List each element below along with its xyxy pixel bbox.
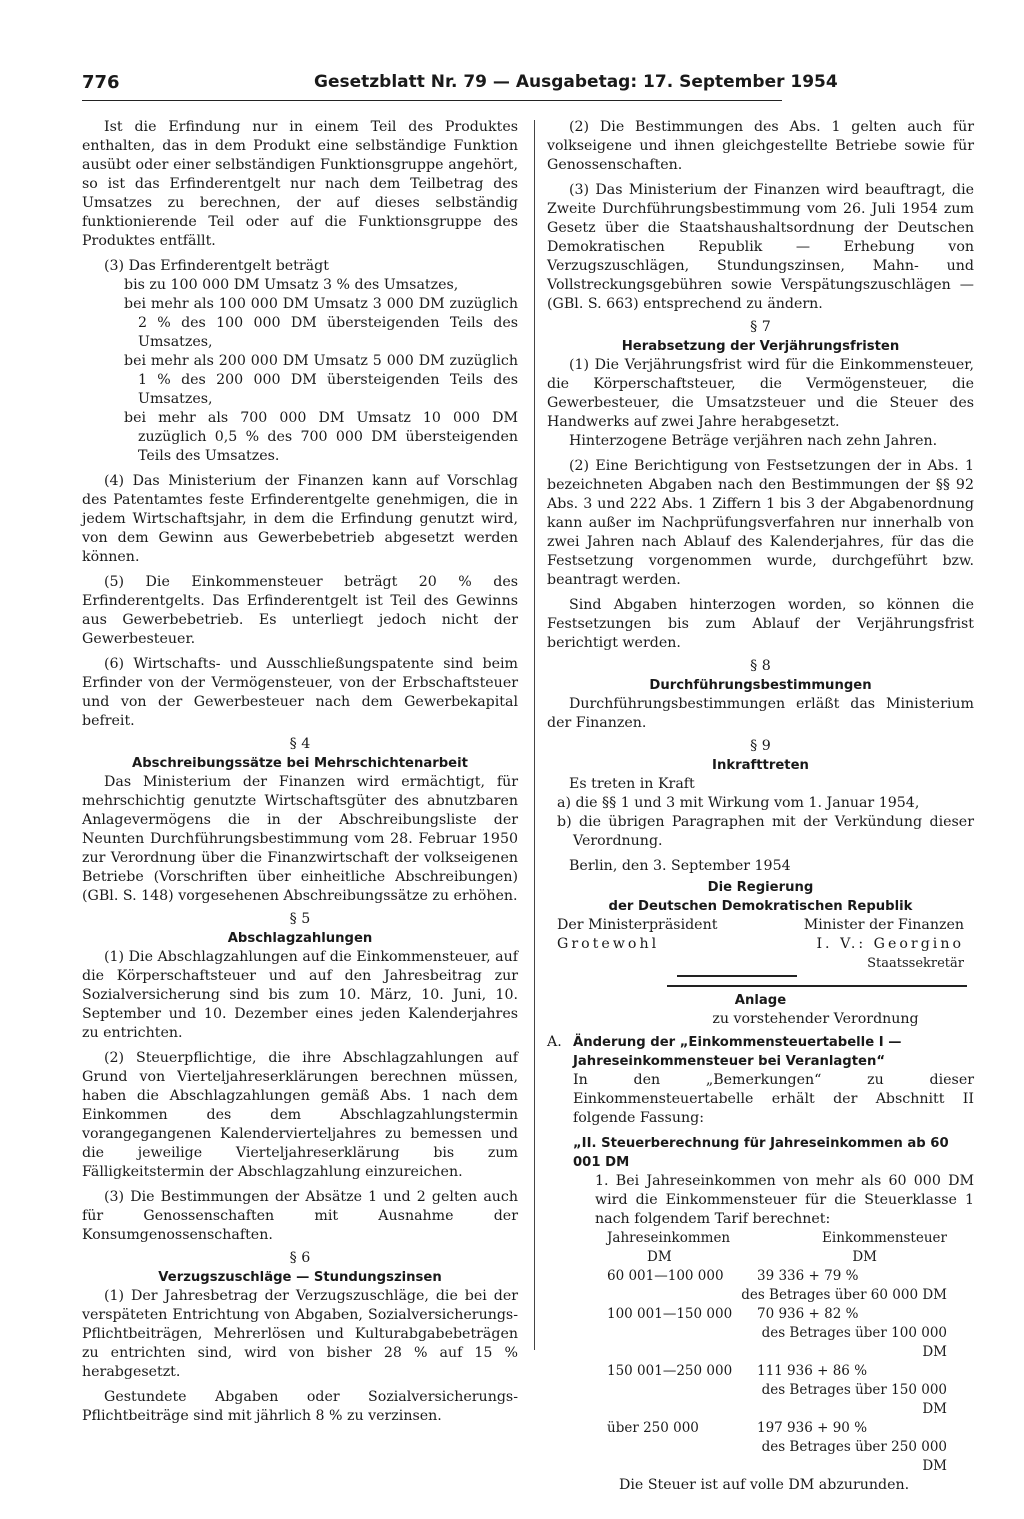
place-date: Berlin, den 3. September 1954 (569, 858, 791, 874)
annex-section-title: Änderung der „Einkommensteuertabelle I — Jahreseinkommensteuer bei Veranlagten“ (573, 1035, 902, 1069)
list-item: a) die §§ 1 und 3 mit Wirkung vom 1. Januar 1954, (557, 795, 920, 811)
section-number: § 8 (750, 658, 771, 674)
income-range: 150 001—250 000 (607, 1363, 733, 1379)
page-number: 776 (82, 72, 120, 93)
section-number: § 6 (289, 1250, 311, 1266)
table-row (607, 1286, 947, 1305)
table-row (607, 1438, 947, 1476)
left-column (82, 118, 518, 1426)
tax-note: des Betrages über 250 000 DM (761, 1439, 947, 1474)
paragraph: In den „Bemerkungen“ zu dieser Einkommensteuertabelle erhält der Abschnitt II folgende Fassung: (573, 1072, 974, 1126)
income-range: über 250 000 (607, 1420, 699, 1436)
signer-name: Grotewohl (557, 936, 660, 952)
signature-row (547, 954, 974, 973)
paragraph: Das Ministerium der Finanzen wird ermächtigt, für mehrschichtig genutzte Wirtschaftsgüter des abnutzbaren Anlagevermögens die in der Abschreibungsliste der Neunten Durchführungsbestimmung vom 28. Februar 1950 zur Verordnung über die Finanzwirtschaft der volkseigenen Betriebe (Vorschriften über einheitliche Abschreibungen) (GBl. S. 148) vorgesehenen Abschreibungssätze zu erhöhen. (82, 774, 518, 904)
table-row (607, 1267, 947, 1286)
income-range: 60 001—100 000 (607, 1268, 724, 1284)
paragraph: (2) Die Bestimmungen des Abs. 1 gelten auch für volkseigene und ihnen gleichgestellte Betriebe sowie für Genossenschaften. (547, 119, 974, 173)
paragraph: Es treten in Kraft (569, 776, 695, 792)
income-range: 100 001—150 000 (607, 1306, 733, 1322)
tax-formula: 197 936 + 90 % (757, 1420, 868, 1436)
tax-note: des Betrages über 150 000 DM (761, 1382, 947, 1417)
table-row (607, 1362, 947, 1381)
signature-row (547, 935, 974, 954)
section-number: § 9 (750, 738, 771, 754)
running-title: Gesetzblatt Nr. 79 — Ausgabetag: 17. September 1954 (314, 72, 838, 92)
subsection-title: „II. Steuerberechnung für Jahreseinkommen ab 60 001 DM (573, 1136, 949, 1170)
paragraph: (1) Der Jahresbetrag der Verzugszuschläge, die bei der verspäteten Entrichtung von Abgaben, Sozialversicherungs-Pflichtbeiträgen, Mehrerlösen und Kulturabgabebeträgen zu entrichten sind, wird von bisher 28 % auf 15 % herabgesetzt. (82, 1288, 518, 1380)
table-row (607, 1324, 947, 1362)
signer-title: Minister der Finanzen (803, 917, 964, 933)
paragraph: Ist die Erfindung nur in einem Teil des Produktes enthalten, das in dem Produkt eine selbständige Funktion ausübt oder einer selbständigen Funktionsgruppe angehört, so ist das Erfinderentgelt nur nach dem Teilbetrag des Umsatzes zu berechnen, der auf dieses selbständig funktionierende Teil oder auf die Funktionsgruppe des Produktes entfällt. (82, 119, 518, 249)
column-header: Jahreseinkommen (607, 1230, 731, 1246)
paragraph: 1. Bei Jahreseinkommen von mehr als 60 000 DM wird die Einkommensteuer für die Steuerklasse 1 nach folgendem Tarif berechnet: (595, 1173, 974, 1227)
section-title: Durchführungsbestimmungen (649, 678, 872, 693)
column-header: Einkommensteuer (822, 1230, 947, 1246)
tax-table (607, 1229, 947, 1476)
tax-note: des Betrages über 60 000 DM (741, 1287, 947, 1303)
rate-line: bei mehr als 200 000 DM Umsatz 5 000 DM zuzüglich 1 % des 200 000 DM übersteigenden Teils des Umsatzes, (124, 353, 518, 407)
rate-line: bei mehr als 700 000 DM Umsatz 10 000 DM zuzüglich 0,5 % des 700 000 DM übersteigenden Teils des Umsatzes. (124, 410, 518, 464)
column-unit: DM (852, 1249, 877, 1265)
paragraph: Gestundete Abgaben oder Sozialversicherungs-Pflichtbeiträge sind mit jährlich 8 % zu verzinsen. (82, 1389, 518, 1424)
tax-formula: 111 936 + 86 % (757, 1363, 868, 1379)
table-row (607, 1419, 947, 1438)
tax-note: des Betrages über 100 000 DM (761, 1325, 947, 1360)
tax-formula: 39 336 + 79 % (757, 1268, 859, 1284)
column-divider (534, 120, 535, 1350)
column-unit: DM (647, 1249, 672, 1265)
annex-label: A. (547, 1034, 562, 1050)
section-number: § 4 (289, 736, 311, 752)
paragraph: (2) Eine Berichtigung von Festsetzungen der in Abs. 1 bezeichneten Abgaben nach den Bestimmungen der §§ 92 Abs. 3 und 222 Abs. 1 Ziffern 1 bis 3 der Abgabenordnung kann außer im Nachprüfungsverfahren nur innerhalb von zwei Jahren nach Ablauf des Kalenderjahres, für das die Festsetzung vorgenommen wurde, durchgeführt bzw. beantragt werden. (547, 458, 974, 588)
paragraph: (3) Das Ministerium der Finanzen wird beauftragt, die Zweite Durchführungsbestimmung vom 26. Juli 1954 zum Gesetz über die Staatshaushaltsordnung der Deutschen Demokratischen Republik — Erhebung von Verzugszuschlägen, Stundungszinsen, Mahn- und Vollstreckungsgebühren sowie Verspätungszuschlägen — (GBl. S. 663) entsprechend zu ändern. (547, 182, 974, 312)
signer-title: Der Ministerpräsident (557, 917, 718, 933)
annex-title: Anlage (734, 993, 787, 1008)
table-row (607, 1305, 947, 1324)
paragraph: (2) Steuerpflichtige, die ihre Abschlagzahlungen auf Grund von Vierteljahreserklärungen berechnen müssen, haben die Abschlagzahlungen gemäß Abs. 1 nach dem Einkommen des dem Abschlagzahlungstermin vorangegangenen Kalendervierteljahres zu bemessen und die jeweilige Vierteljahreserklärung bis zum Fälligkeitstermin der Abschlagzahlung einzureichen. (82, 1050, 518, 1180)
table-row (607, 1381, 947, 1419)
closing-sentence: Die Steuer ist auf volle DM abzurunden. (619, 1477, 910, 1493)
signature-heading: der Deutschen Demokratischen Republik (608, 899, 913, 914)
signature-rule (677, 975, 797, 977)
table-header (607, 1229, 947, 1248)
rate-line: bis zu 100 000 DM Umsatz 3 % des Umsatzes, (124, 277, 459, 293)
paragraph: (4) Das Ministerium der Finanzen kann auf Vorschlag des Patentamtes feste Erfinderentgelte genehmigen, die in jedem Wirtschaftsjahr, in dem die Erfindung genutzt wird, von dem Gewinn aus Gewerbebetrieb abgesetzt werden können. (82, 473, 518, 565)
right-column (547, 118, 974, 1495)
tax-formula: 70 936 + 82 % (757, 1306, 859, 1322)
signer-role: Staatssekretär (867, 956, 964, 971)
section-title: Verzugszuschläge — Stundungszinsen (158, 1270, 442, 1285)
header-rule (82, 100, 782, 101)
paragraph: Sind Abgaben hinterzogen worden, so können die Festsetzungen bis zum Ablauf der Verjährungsfrist berichtigt werden. (547, 597, 974, 651)
paragraph: (1) Die Verjährungsfrist wird für die Einkommensteuer, die Körperschaftsteuer, die Vermögensteuer, die Gewerbesteuer, die Umsatzsteuer und die Steuer des Handwerks auf zwei Jahre herabgesetzt. (547, 357, 974, 430)
section-title: Inkrafttreten (712, 758, 809, 773)
rate-line: bei mehr als 100 000 DM Umsatz 3 000 DM zuzüglich 2 % des 100 000 DM übersteigenden Teils des Umsatzes, (124, 296, 518, 350)
section-number: § 7 (750, 319, 771, 335)
paragraph: Durchführungsbestimmungen erläßt das Ministerium der Finanzen. (547, 696, 974, 731)
signature-row (547, 916, 974, 935)
section-number: § 5 (289, 911, 311, 927)
section-title: Abschlagzahlungen (227, 931, 373, 946)
paragraph: (3) Das Erfinderentgelt beträgt (104, 258, 329, 274)
section-title: Abschreibungssätze bei Mehrschichtenarbeit (132, 756, 468, 771)
signer-name: I. V.: Georgino (816, 936, 964, 952)
paragraph: Hinterzogene Beträge verjähren nach zehn Jahren. (569, 433, 938, 449)
annex-subtitle: zu vorstehender Verordnung (712, 1011, 919, 1027)
page-header (82, 72, 838, 102)
paragraph: (1) Die Abschlagzahlungen auf die Einkommensteuer, auf die Körperschaftsteuer und auf den Jahresbeitrag zur Sozialversicherung sind bis zum 10. März, 10. Juni, 10. September und 10. Dezember eines jeden Kalenderjahres zu entrichten. (82, 949, 518, 1041)
section-title: Herabsetzung der Verjährungsfristen (621, 339, 900, 354)
list-item: b) die übrigen Paragraphen mit der Verkündung dieser Verordnung. (557, 814, 974, 849)
annex-section (547, 1033, 974, 1071)
paragraph: (6) Wirtschafts- und Ausschließungspatente sind beim Erfinder von der Vermögensteuer, von der Erbschaftsteuer und von der Gewerbesteuer nach dem Gewerbekapital befreit. (82, 656, 518, 729)
annex-rule (667, 985, 967, 987)
signature-block (547, 878, 974, 977)
paragraph: (5) Die Einkommensteuer beträgt 20 % des Erfinderentgelts. Das Erfinderentgelt ist Teil des Gewinns aus Gewerbebetrieb. Es unterliegt jedoch nicht der Gewerbesteuer. (82, 574, 518, 647)
table-units (607, 1248, 947, 1267)
paragraph: (3) Die Bestimmungen der Absätze 1 und 2 gelten auch für Genossenschaften mit Ausnahme der Konsumgenossenschaften. (82, 1189, 518, 1243)
signature-heading: Die Regierung (707, 880, 814, 895)
